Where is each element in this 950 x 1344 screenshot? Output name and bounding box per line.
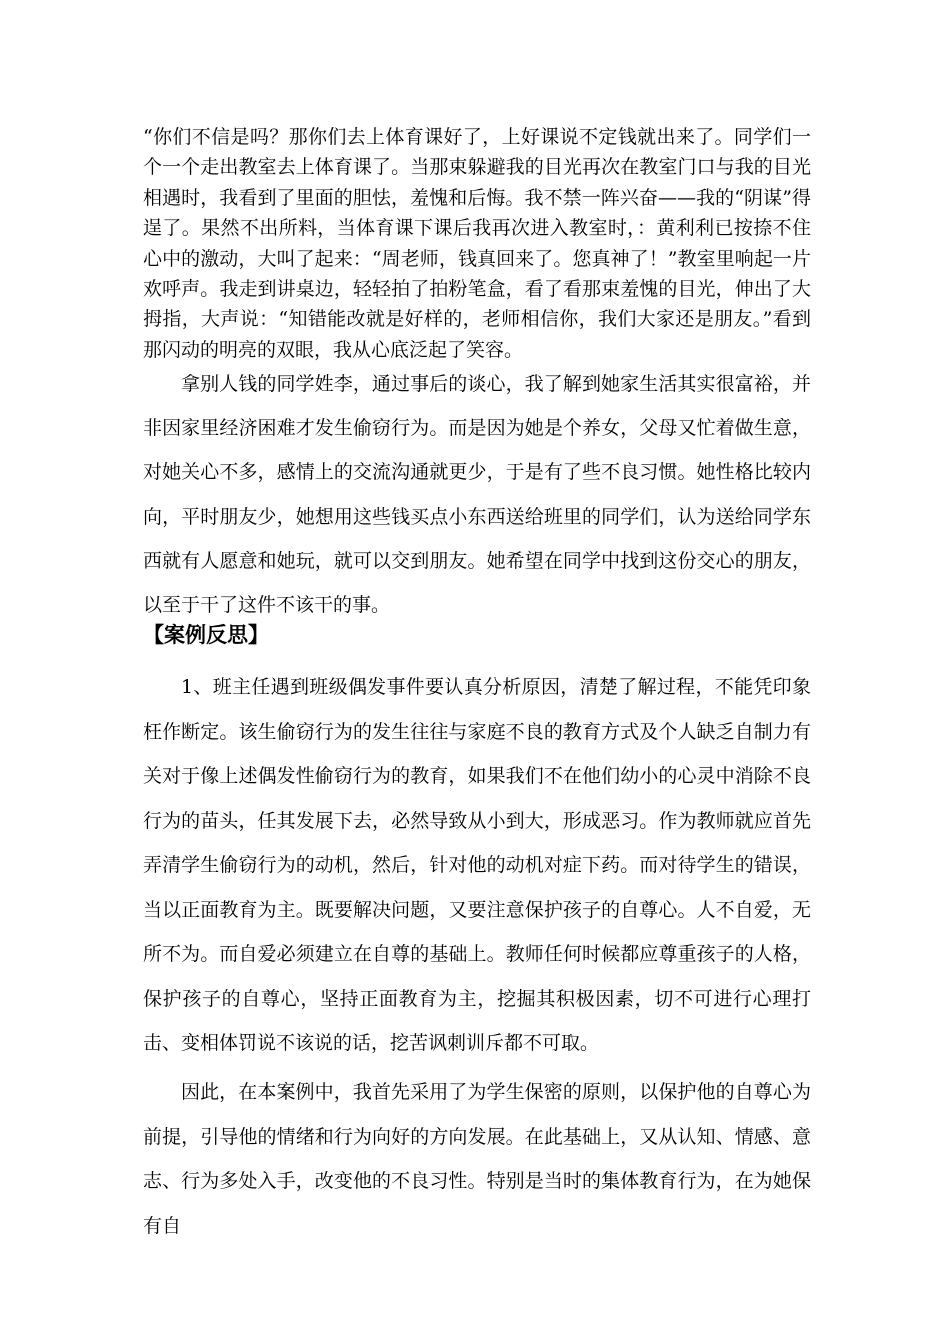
paragraph-text: “你们不信是吗？那你们去上体育课好了，上好课说不定钱就出来了。同学们一个一个走出教室去上体育课了。当那束躲避我的目光再次在教室门口与我的目光相遇时，我看到了里面的胆怯，羞愧和后悔。我不禁一阵兴奋——我的“阴谋”得逞了。果然不出所料，当体育课下课后我再次进入教室时，：黄利利已按捺不住心中的激动，大叫了起来：“周老师，钱真回来了。您真神了！”教室里响起一片欢呼声。我走到讲桌边，轻轻拍了拍粉笔盒，看了看那束羞愧的目光，伸出了大拇指，大声说：“知错能改就是好样的，老师相信你，我们大家还是朋友。”看到那闪动的明亮的双眼，我从心底泛起了笑容。 bbox=[143, 126, 811, 361]
story-paragraph bbox=[143, 122, 811, 365]
paragraph-text: 1、班主任遇到班级偶发事件要认真分析原因，清楚了解过程，不能凭印象枉作断定。该生偷窃行为的发生往往与家庭不良的教育方式及个人缺乏自制力有关对于像上述偶发性偷窃行为的教育，如果我们不在他们幼小的心灵中消除不良行为的苗头，任其发展下去，必然导致从小到大，形成恶习。作为教师就应首先弄清学生偷窃行为的动机，然后，针对他的动机对症下药。而对待学生的错误，当以正面教育为主。既要解决问题，又要注意保护孩子的自尊心。人不自爱，无所不为。而自爱必须建立在自尊的基础上。教师任何时候都应尊重孩子的人格，保护孩子的自尊心，坚持正面教育为主，挖掘其积极因素，切不可进行心理打击、变相体罚说不该说的话，挖苦讽刺训斥都不可取。 bbox=[143, 676, 811, 1054]
reflection-paragraph-1 bbox=[143, 665, 811, 1066]
reflection-paragraph-2 bbox=[143, 1070, 811, 1248]
section-heading: 【案例反思】 bbox=[143, 623, 269, 647]
paragraph-text: 拿别人钱的同学姓李，通过事后的谈心，我了解到她家生活其实很富裕，并非因家里经济困难才发生偷窃行为。而是因为她是个养女，父母又忙着做生意，对她关心不多，感情上的交流沟通就更少，于是有了些不良习惯。她性格比较内向，平时朋友少，她想用这些钱买点小东西送给班里的同学们，认为送给同学东西就有人愿意和她玩，就可以交到朋友。她希望在同学中找到这份交心的朋友，以至于干了这件不该干的事。 bbox=[143, 373, 811, 617]
paragraph-text: 因此，在本案例中，我首先采用了为学生保密的原则，以保护他的自尊心为前提，引导他的情绪和行为向好的方向发展。在此基础上，又从认知、情感、意志、行为多处入手，改变他的不良习性。特别是当时的集体教育行为，在为她保有自 bbox=[143, 1081, 811, 1237]
background-paragraph bbox=[143, 362, 811, 627]
